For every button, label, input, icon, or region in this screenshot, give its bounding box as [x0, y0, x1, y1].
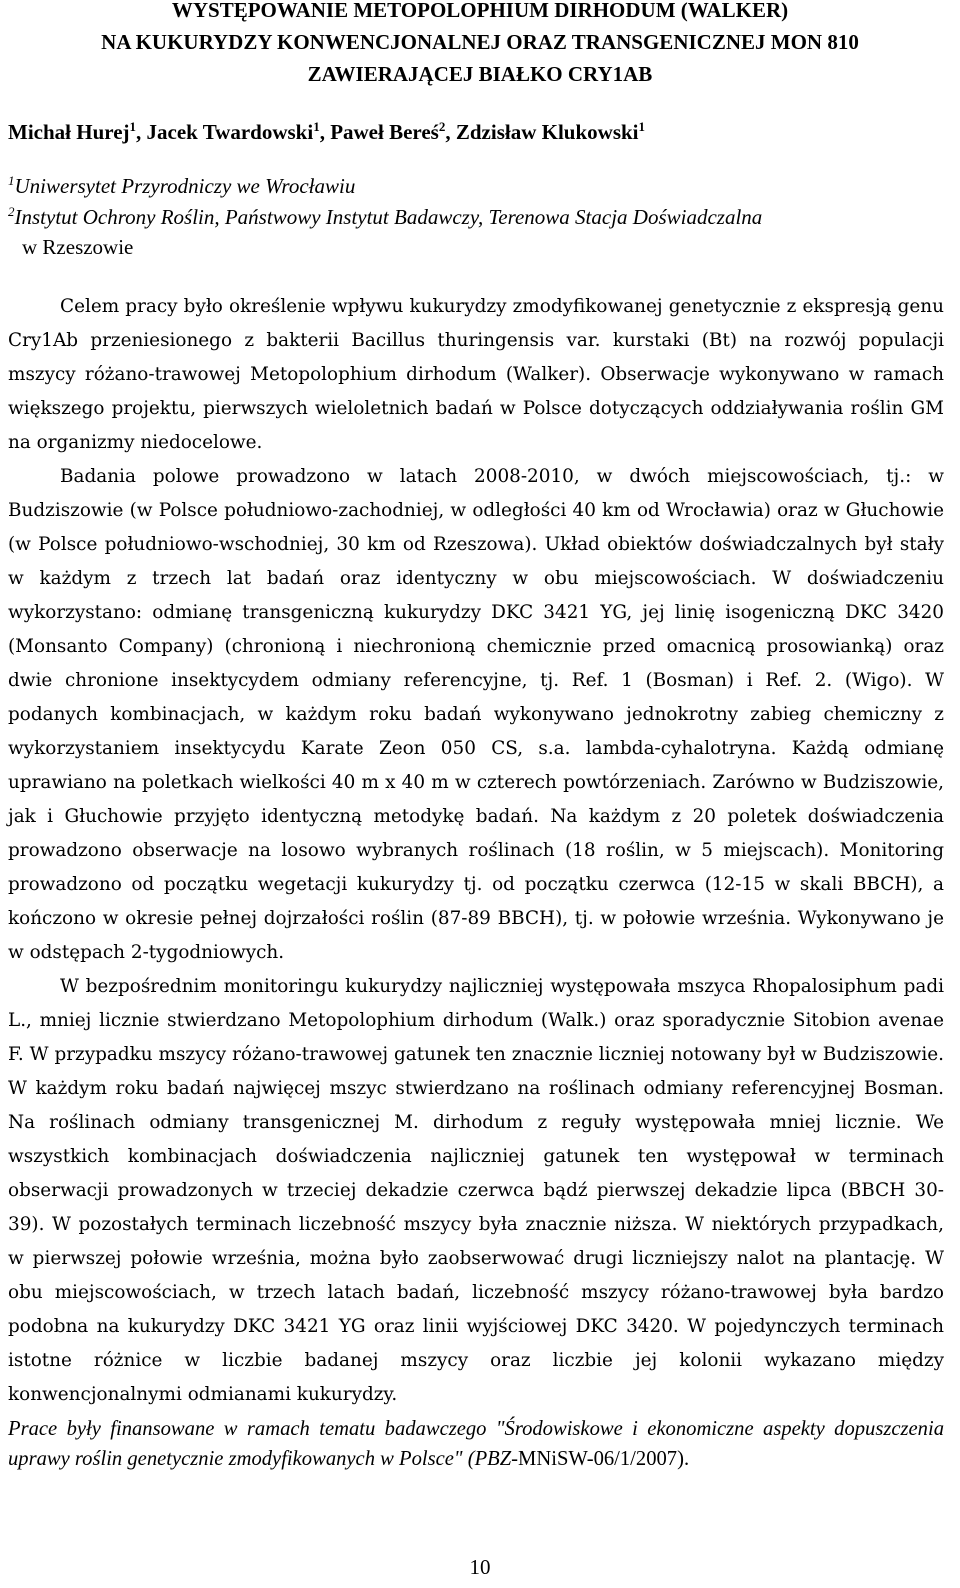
author-name: , Jacek Twardowski — [136, 120, 314, 144]
affiliation-number: 2 — [8, 204, 15, 219]
funding-note — [8, 1414, 944, 1474]
author-name: , Paweł Bereś — [319, 120, 439, 144]
funding-grant-code: MNiSW-06/1/2007). — [518, 1448, 690, 1470]
funding-text: Prace były finansowane w ramach tematu badawczego "Środowiskowe i ekonomiczne aspekty dopuszczenia uprawy roślin genetycznie zmodyfikowanych w Polsce" (PBZ- — [8, 1418, 944, 1470]
affiliation-1 — [8, 172, 948, 200]
affiliation-2-continuation: w Rzeszowie — [22, 235, 134, 259]
affiliation-2 — [8, 203, 948, 231]
title-line-3: ZAWIERAJĄCEJ BIAŁKO CRY1AB — [307, 62, 653, 86]
author-affiliation-mark: 1 — [129, 119, 137, 134]
paragraph-aim: Celem pracy było określenie wpływu kukurydzy zmodyfikowanej genetycznie z ekspresją genu Cry1Ab przeniesionego z bakterii Bacillus thuringensis var. kurstaki (Bt) na rozwój populacji mszycy różano-trawowej Metopolophium dirhodum (Walker). Obserwacje wykonywano w ramach większego projektu, pierwszych wieloletnich badań w Polsce dotyczących oddziaływania roślin GM na organizmy niedocelowe. — [8, 296, 944, 453]
paper-title — [0, 0, 960, 90]
author-affiliation-mark: 2 — [438, 119, 446, 134]
affiliation-text: Uniwersytet Przyrodniczy we Wrocławiu — [14, 174, 356, 198]
paragraph-methods: Badania polowe prowadzono w latach 2008-2010, w dwóch miejscowościach, tj.: w Budziszowie (w Polsce południowo-zachodniej, w odległości 40 km od Wrocławia) oraz w Głuchowie (w Polsce południowo-wschodniej, 30 km od Rzeszowa). Układ obiektów doświadczalnych był stały w każdym z trzech lat badań oraz identyczny w obu miejscowościach. W doświadczeniu wykorzystano: odmianę transgeniczną kukurydzy DKC 3421 YG, jej linię isogeniczną DKC 3420 (Monsanto Company) (chronioną i niechronioną chemicznie przed omacnicą prosowianką) oraz dwie chronione insektycydem odmiany referencyjne, tj. Ref. 1 (Bosman) i Ref. 2. (Wigo). W podanych kombinacjach, w każdym roku badań wykonywano jednokrotny zabieg chemiczny z wykorzystaniem insektycydu Karate Zeon 050 CS, s.a. lambda-cyhalotryna. Każdą odmianę uprawiano na poletkach wielkości 40 m x 40 m w czterech powtórzeniach. Zarówno w Budziszowie, jak i Głuchowie przyjęto identyczną metodykę badań. Na każdym z 20 poletek doświadczenia prowadzono obserwacje na losowo wybranych roślinach (18 roślin, w 5 miejscach). Monitoring prowadzono od początku wegetacji kukurydzy tj. od początku czerwca (12-15 w skali BBCH), a kończono w okresie pełnej dojrzałości roślin (87-89 BBCH), tj. w połowie września. Wykonywano je w odstępach 2-tygodniowych. — [8, 466, 944, 963]
paragraph-results: W bezpośrednim monitoringu kukurydzy najliczniej występowała mszyca Rhopalosiphum padi L., mniej licznie stwierdzano Metopolophium dirhodum (Walk.) oraz sporadycznie Sitobion avenae F. W przypadku mszycy różano-trawowej gatunek ten znacznie liczniej notowany był w Budziszowie. W każdym roku badań najwięcej mszyc stwierdzano na roślinach odmiany referencyjnej Bosman. Na roślinach odmiany transgenicznej M. dirhodum z reguły występowała mniej licznie. We wszystkich kombinacjach doświadczenia najliczniej gatunek ten występował w terminach obserwacji prowadzonych w trzeciej dekadzie czerwca bądź pierwszej dekadzie lipca (BBCH 30-39). W pozostałych terminach liczebność mszycy była znacznie niższa. W niektórych przypadkach, w pierwszej połowie września, można było zaobserwować drugi liczniejszy nalot na plantację. W obu miejscowościach, w trzech latach badań, liczebność mszycy różano-trawowej była bardzo podobna na kukurydzy DKC 3421 YG oraz linii wyjściowej DKC 3420. W pojedynczych terminach istotne różnice w liczbie badanej mszycy oraz liczbie jej kolonii wykazano między konwencjonalnymi odmianami kukurydzy. — [8, 976, 944, 1405]
abstract-body — [8, 290, 944, 1412]
affiliation-text: Instytut Ochrony Roślin, Państwowy Instytut Badawczy, Terenowa Stacja Doświadczalna — [14, 205, 763, 229]
author-name: , Zdzisław Klukowski — [445, 120, 639, 144]
author-affiliation-mark: 1 — [638, 119, 646, 134]
page-number: 10 — [469, 1555, 491, 1579]
author-list — [8, 118, 645, 146]
affiliation-number: 1 — [8, 173, 15, 188]
author-affiliation-mark: 1 — [313, 119, 320, 134]
title-line-1: WYSTĘPOWANIE METOPOLOPHIUM DIRHODUM (WALKER) — [171, 0, 789, 22]
author-name: Michał Hurej — [8, 120, 130, 144]
title-line-2: NA KUKURYDZY KONWENCJONALNEJ ORAZ TRANSGENICZNEJ MON 810 — [101, 30, 859, 54]
